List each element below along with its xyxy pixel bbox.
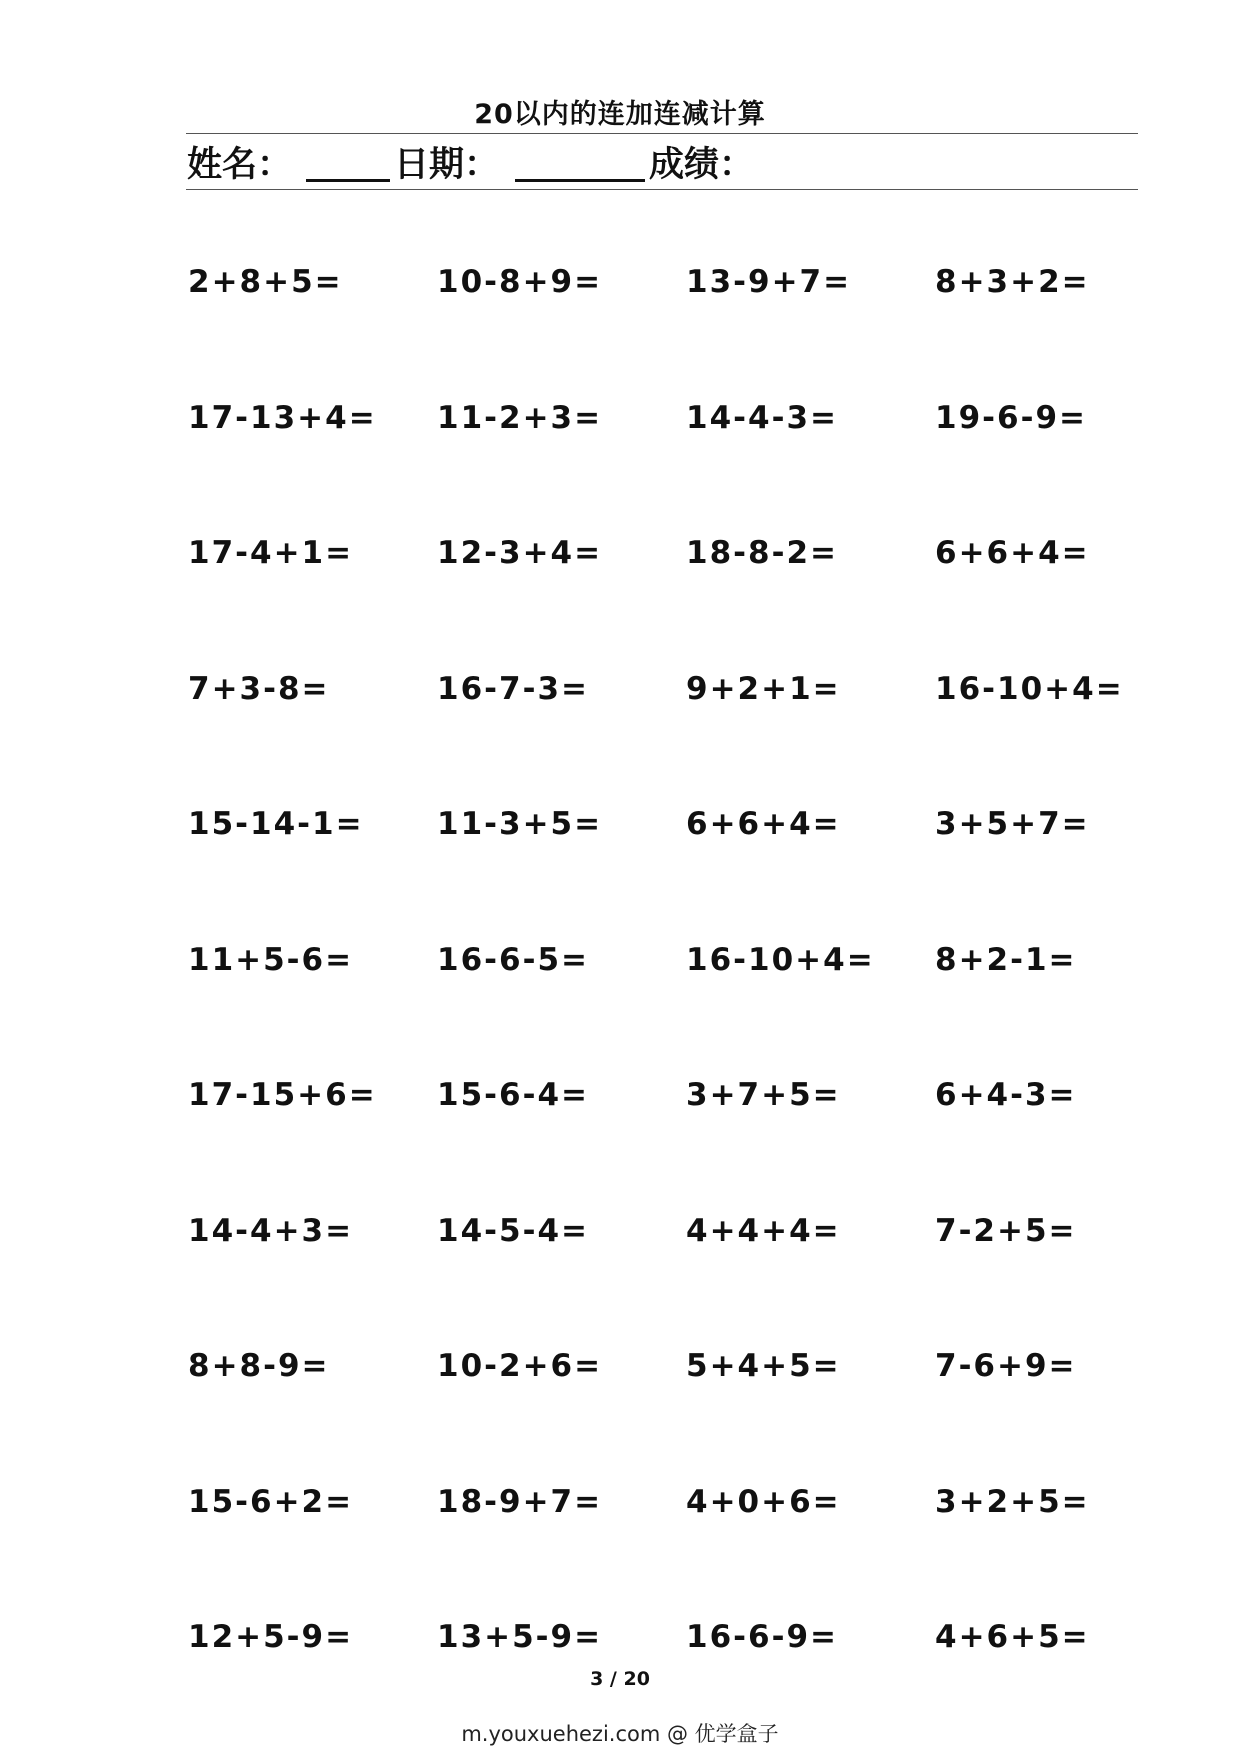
page-number: 3 / 20 [590,1668,650,1690]
math-problem: 10-8+9= [437,264,603,300]
math-problem: 7-2+5= [935,1212,1077,1249]
problem-row [188,804,1188,940]
math-problem: 3+5+7= [935,806,1090,842]
math-problem: 17-4+1= [188,535,354,571]
math-problem: 16-10+4= [686,941,875,978]
math-problem: 15-6-4= [437,1077,589,1113]
math-problem: 11+5-6= [188,941,354,978]
math-problem: 16-10+4= [935,670,1124,707]
math-problem: 7+3-8= [188,670,330,707]
math-problem: 9+2+1= [686,670,841,707]
problem-row [188,669,1188,805]
math-problem: 8+8-9= [188,1348,330,1384]
math-problem: 16-7-3= [437,670,589,707]
problem-row [188,1346,1188,1482]
math-problem: 4+0+6= [686,1483,841,1520]
math-problem: 18-9+7= [437,1483,603,1520]
header-bottom-rule [186,189,1138,190]
problem-row [188,1075,1188,1211]
math-problem: 11-2+3= [437,399,603,436]
math-problem: 6+4-3= [935,1077,1077,1113]
student-info-row [187,137,754,187]
math-problem: 14-5-4= [437,1212,589,1249]
problem-row [188,1482,1188,1618]
math-problem: 18-8-2= [686,535,838,571]
math-problem: 6+6+4= [686,806,841,842]
problem-row [188,1211,1188,1347]
math-problem: 8+3+2= [935,264,1090,300]
math-problem: 13-9+7= [686,264,852,300]
math-problem: 17-15+6= [188,1077,377,1113]
math-problem: 15-6+2= [188,1483,354,1520]
date-label: 日期： [394,145,500,185]
math-problem: 10-2+6= [437,1348,603,1384]
math-problem: 14-4-3= [686,399,838,436]
math-problem: 15-14-1= [188,806,364,842]
math-problem: 12+5-9= [188,1619,354,1655]
math-problem: 5+4+5= [686,1348,841,1384]
math-problem: 6+6+4= [935,535,1090,571]
math-problem: 8+2-1= [935,941,1077,978]
math-problem: 17-13+4= [188,399,377,436]
math-problem: 3+7+5= [686,1077,841,1113]
math-problem: 3+2+5= [935,1483,1090,1520]
math-problem: 7-6+9= [935,1348,1077,1384]
site-footer: m.youxuehezi.com @ 优学盒子 [461,1722,779,1746]
problem-grid [188,262,1188,1753]
math-problem: 19-6-9= [935,399,1087,436]
problem-row [188,940,1188,1076]
math-problem: 4+6+5= [935,1619,1090,1655]
name-label: 姓名： [187,145,293,185]
math-problem: 16-6-9= [686,1619,838,1655]
math-problem: 16-6-5= [437,941,589,978]
name-blank [306,145,390,182]
page-title: 20以内的连加连减计算 [474,99,766,130]
math-problem: 4+4+4= [686,1212,841,1249]
problem-row [188,262,1188,398]
header-top-rule [186,133,1138,134]
problem-row [188,533,1188,669]
date-blank [515,145,645,182]
math-problem: 2+8+5= [188,264,343,300]
math-problem: 14-4+3= [188,1212,354,1249]
math-problem: 12-3+4= [437,535,603,571]
math-problem: 13+5-9= [437,1619,603,1655]
problem-row [188,398,1188,534]
math-problem: 11-3+5= [437,806,603,842]
score-label: 成绩： [649,145,755,185]
